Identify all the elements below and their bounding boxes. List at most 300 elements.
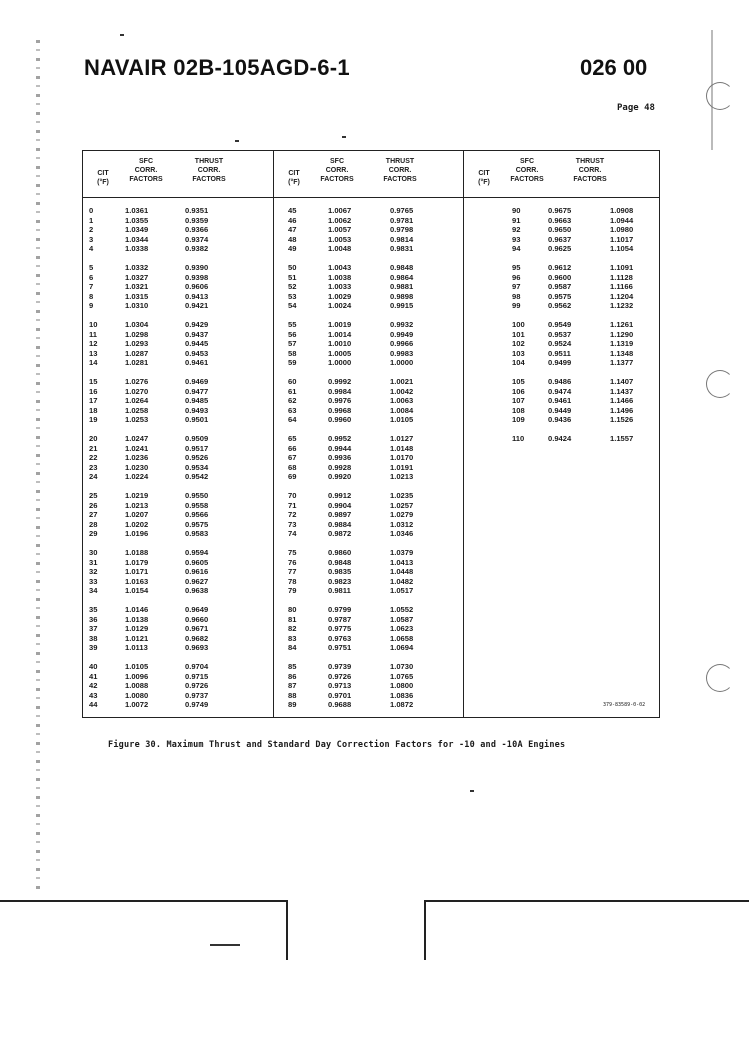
cit-value: 79 bbox=[288, 586, 297, 595]
sfc-value: 0.9872 bbox=[328, 529, 352, 538]
sfc-value: 0.9436 bbox=[548, 415, 572, 424]
header-thrust-corr: THRUST CORR. FACTORS bbox=[192, 158, 226, 183]
thrust-value: 1.0872 bbox=[390, 700, 414, 709]
sfc-value: 1.0171 bbox=[125, 567, 149, 576]
thrust-value: 0.9469 bbox=[185, 377, 209, 386]
thrust-value: 0.9382 bbox=[185, 244, 209, 253]
thrust-value: 1.1017 bbox=[610, 234, 634, 244]
cit-value: 109 bbox=[512, 415, 525, 424]
cit-value: 21 bbox=[89, 443, 98, 453]
cit-value: 46 bbox=[288, 215, 297, 225]
cit-value: 36 bbox=[89, 614, 98, 624]
sfc-value: 0.9650 bbox=[548, 225, 572, 234]
sfc-value: 1.0247 bbox=[125, 434, 149, 443]
sfc-value: 1.0202 bbox=[125, 519, 149, 529]
cit-value: 11 bbox=[89, 329, 98, 339]
cit-value: 72 bbox=[288, 510, 297, 519]
sfc-value: 0.9968 bbox=[328, 405, 352, 415]
sfc-value: 1.0298 bbox=[125, 329, 149, 339]
cit-value: 47 bbox=[288, 225, 297, 234]
cit-value: 19 bbox=[89, 415, 98, 424]
thrust-value: 1.1091 bbox=[610, 263, 634, 272]
thrust-value: 1.1232 bbox=[610, 301, 634, 310]
cit-value: 57 bbox=[288, 339, 297, 348]
sfc-value: 0.9575 bbox=[548, 291, 572, 301]
sfc-value: 1.0355 bbox=[125, 215, 149, 225]
sfc-value: 1.0146 bbox=[125, 605, 149, 614]
thrust-value: 1.1526 bbox=[610, 415, 634, 424]
cit-value: 88 bbox=[288, 690, 297, 700]
table-row bbox=[83, 320, 273, 329]
sfc-value: 1.0287 bbox=[125, 348, 149, 358]
cit-value: 110 bbox=[512, 434, 525, 443]
thrust-value: 0.9726 bbox=[185, 681, 209, 690]
table-row bbox=[464, 206, 659, 215]
cit-value: 41 bbox=[89, 671, 98, 681]
cit-value: 75 bbox=[288, 548, 297, 557]
thrust-value: 0.9605 bbox=[185, 557, 209, 567]
cit-value: 94 bbox=[512, 244, 521, 253]
sfc-value: 1.0163 bbox=[125, 576, 149, 586]
sfc-value: 0.9474 bbox=[548, 386, 572, 396]
table-row bbox=[83, 301, 273, 310]
sfc-value: 0.9811 bbox=[328, 586, 351, 595]
figure-code: 379-83589-0-02 bbox=[603, 702, 646, 708]
document-title: NAVAIR 02B-105AGD-6-1 bbox=[84, 55, 350, 80]
thrust-value: 0.9781 bbox=[390, 215, 414, 225]
thrust-value: 1.1166 bbox=[610, 282, 633, 291]
thrust-value: 1.0765 bbox=[390, 671, 414, 681]
cit-value: 22 bbox=[89, 453, 98, 462]
sfc-value: 0.9884 bbox=[328, 519, 352, 529]
sfc-value: 0.9928 bbox=[328, 462, 352, 472]
sfc-value: 1.0344 bbox=[125, 234, 149, 244]
thrust-value: 0.9566 bbox=[185, 510, 209, 519]
sfc-value: 0.9701 bbox=[328, 690, 352, 700]
sfc-value: 0.9486 bbox=[548, 377, 572, 386]
table-header bbox=[83, 151, 273, 197]
table-row bbox=[83, 282, 273, 291]
cit-value: 17 bbox=[89, 396, 98, 405]
cit-value: 87 bbox=[288, 681, 297, 690]
header-cit: CIT (°F) bbox=[97, 170, 109, 186]
thrust-value: 0.9398 bbox=[185, 272, 209, 282]
thrust-value: 0.9638 bbox=[185, 586, 209, 595]
table-column-block bbox=[83, 151, 273, 717]
thrust-value: 0.9848 bbox=[390, 263, 414, 272]
cit-value: 71 bbox=[288, 500, 297, 510]
table-row bbox=[464, 225, 659, 234]
thrust-value: 0.9526 bbox=[185, 453, 209, 462]
thrust-value: 1.0944 bbox=[610, 215, 634, 225]
thrust-value: 1.0312 bbox=[390, 519, 414, 529]
cit-value: 27 bbox=[89, 510, 98, 519]
sfc-value: 1.0315 bbox=[125, 291, 149, 301]
sfc-value: 0.9537 bbox=[548, 329, 572, 339]
thrust-value: 0.9366 bbox=[185, 225, 209, 234]
cit-value: 107 bbox=[512, 396, 525, 405]
sfc-value: 0.9549 bbox=[548, 320, 572, 329]
thrust-value: 1.0021 bbox=[390, 377, 414, 386]
thrust-value: 1.0235 bbox=[390, 491, 414, 500]
header-sfc-corr: SFC CORR. FACTORS bbox=[320, 158, 354, 183]
cit-value: 8 bbox=[89, 291, 94, 301]
table-row bbox=[274, 529, 464, 538]
table-row bbox=[83, 453, 273, 462]
sfc-value: 1.0105 bbox=[125, 662, 149, 671]
cit-value: 61 bbox=[288, 386, 297, 396]
table-row bbox=[464, 301, 659, 310]
sfc-value: 0.9944 bbox=[328, 443, 352, 453]
cit-value: 55 bbox=[288, 320, 297, 329]
table-row bbox=[274, 615, 464, 624]
cit-value: 5 bbox=[89, 263, 94, 272]
table-row bbox=[274, 510, 464, 519]
sfc-value: 1.0179 bbox=[125, 557, 149, 567]
cit-value: 6 bbox=[89, 272, 94, 282]
table-row bbox=[83, 434, 273, 443]
table-row bbox=[83, 624, 273, 633]
thrust-value: 1.1319 bbox=[610, 339, 634, 348]
table-row bbox=[464, 377, 659, 386]
table-row bbox=[83, 577, 273, 586]
table-row bbox=[274, 225, 464, 234]
sfc-value: 0.9976 bbox=[328, 396, 352, 405]
sfc-value: 0.9688 bbox=[328, 700, 352, 709]
thrust-value: 0.9831 bbox=[390, 244, 414, 253]
thrust-value: 1.0980 bbox=[610, 225, 634, 234]
cit-value: 60 bbox=[288, 377, 297, 386]
scan-speck bbox=[470, 790, 474, 792]
cit-value: 15 bbox=[89, 377, 98, 386]
cit-value: 77 bbox=[288, 567, 297, 576]
table-row bbox=[83, 263, 273, 272]
cit-value: 99 bbox=[512, 301, 521, 310]
cit-value: 59 bbox=[288, 358, 297, 367]
table-row bbox=[274, 558, 464, 567]
thrust-value: 1.0042 bbox=[390, 386, 414, 396]
header-thrust-corr: THRUST CORR. FACTORS bbox=[573, 158, 607, 183]
table-row bbox=[274, 282, 464, 291]
cit-value: 105 bbox=[512, 377, 525, 386]
thrust-value: 0.9798 bbox=[390, 225, 414, 234]
table-row bbox=[274, 292, 464, 301]
thrust-value: 0.9374 bbox=[185, 234, 209, 244]
cit-value: 81 bbox=[288, 614, 297, 624]
thrust-value: 1.1290 bbox=[610, 329, 634, 339]
thrust-value: 1.0084 bbox=[390, 405, 414, 415]
sfc-value: 1.0349 bbox=[125, 225, 149, 234]
sfc-value: 0.9625 bbox=[548, 244, 572, 253]
table-row bbox=[83, 510, 273, 519]
sfc-value: 0.9992 bbox=[328, 377, 352, 386]
table-row bbox=[83, 235, 273, 244]
sfc-value: 0.9912 bbox=[328, 491, 352, 500]
cit-value: 0 bbox=[89, 206, 94, 215]
sfc-value: 0.9823 bbox=[328, 576, 352, 586]
cit-value: 68 bbox=[288, 462, 297, 472]
punch-hole-middle bbox=[706, 370, 734, 398]
cit-value: 20 bbox=[89, 434, 98, 443]
thrust-value: 1.0257 bbox=[390, 500, 414, 510]
table-row bbox=[464, 358, 659, 367]
table-row bbox=[83, 529, 273, 538]
cit-value: 98 bbox=[512, 291, 521, 301]
thrust-value: 1.1204 bbox=[610, 291, 634, 301]
thrust-value: 0.9682 bbox=[185, 633, 209, 643]
sfc-value: 1.0062 bbox=[328, 215, 352, 225]
sfc-value: 1.0010 bbox=[328, 339, 352, 348]
thrust-value: 0.9715 bbox=[185, 671, 209, 681]
table-row bbox=[464, 330, 659, 339]
sfc-value: 1.0264 bbox=[125, 396, 149, 405]
sfc-value: 1.0338 bbox=[125, 244, 149, 253]
thrust-value: 1.1261 bbox=[610, 320, 634, 329]
thrust-value: 1.0552 bbox=[390, 605, 414, 614]
cit-value: 85 bbox=[288, 662, 297, 671]
table-row bbox=[83, 415, 273, 424]
sfc-value: 0.9726 bbox=[328, 671, 352, 681]
table-row bbox=[274, 643, 464, 652]
table-row bbox=[274, 662, 464, 671]
sfc-value: 1.0321 bbox=[125, 282, 149, 291]
sfc-value: 1.0080 bbox=[125, 690, 149, 700]
punch-hole-lower bbox=[706, 664, 734, 692]
table-row bbox=[464, 273, 659, 282]
thrust-value: 0.9575 bbox=[185, 519, 209, 529]
thrust-value: 0.9749 bbox=[185, 700, 209, 709]
thrust-value: 0.9949 bbox=[390, 329, 414, 339]
cit-value: 32 bbox=[89, 567, 98, 576]
thrust-value: 0.9693 bbox=[185, 643, 209, 652]
sfc-value: 1.0121 bbox=[125, 633, 149, 643]
table-row bbox=[464, 434, 659, 443]
cit-value: 65 bbox=[288, 434, 297, 443]
table-row bbox=[464, 387, 659, 396]
thrust-value: 1.1557 bbox=[610, 434, 634, 443]
bottom-rule-left bbox=[0, 900, 288, 902]
table-row bbox=[83, 396, 273, 405]
thrust-value: 1.0836 bbox=[390, 690, 414, 700]
sfc-value: 1.0332 bbox=[125, 263, 149, 272]
thrust-value: 0.9983 bbox=[390, 348, 414, 358]
cit-value: 70 bbox=[288, 491, 297, 500]
thrust-value: 0.9814 bbox=[390, 234, 414, 244]
bottom-tab-left bbox=[286, 900, 288, 960]
cit-value: 66 bbox=[288, 443, 297, 453]
table-row bbox=[464, 320, 659, 329]
cit-value: 93 bbox=[512, 234, 521, 244]
sfc-value: 1.0276 bbox=[125, 377, 149, 386]
thrust-value: 1.1407 bbox=[610, 377, 634, 386]
sfc-value: 0.9713 bbox=[328, 681, 352, 690]
page-number: Page 48 bbox=[617, 103, 655, 113]
scan-edge-left bbox=[36, 40, 40, 890]
cit-value: 86 bbox=[288, 671, 297, 681]
cit-value: 16 bbox=[89, 386, 98, 396]
table-row bbox=[83, 643, 273, 652]
cit-value: 10 bbox=[89, 320, 98, 329]
cit-value: 97 bbox=[512, 282, 521, 291]
sfc-value: 0.9751 bbox=[328, 643, 352, 652]
thrust-value: 0.9437 bbox=[185, 329, 209, 339]
cit-value: 35 bbox=[89, 605, 98, 614]
cit-value: 52 bbox=[288, 282, 297, 291]
table-row bbox=[83, 339, 273, 348]
sfc-value: 0.9787 bbox=[328, 614, 352, 624]
sfc-value: 1.0219 bbox=[125, 491, 149, 500]
table-row bbox=[274, 396, 464, 405]
sfc-value: 1.0072 bbox=[125, 700, 149, 709]
sfc-value: 1.0258 bbox=[125, 405, 149, 415]
table-row bbox=[83, 273, 273, 282]
table-row bbox=[274, 339, 464, 348]
cit-value: 67 bbox=[288, 453, 297, 462]
cit-value: 48 bbox=[288, 234, 297, 244]
table-row bbox=[274, 453, 464, 462]
cit-value: 7 bbox=[89, 282, 94, 291]
table-row bbox=[274, 358, 464, 367]
cit-value: 4 bbox=[89, 244, 94, 253]
thrust-value: 1.0413 bbox=[390, 557, 414, 567]
thrust-value: 1.0105 bbox=[390, 415, 414, 424]
thrust-value: 0.9493 bbox=[185, 405, 209, 415]
table-row bbox=[274, 434, 464, 443]
thrust-value: 1.0379 bbox=[390, 548, 414, 557]
table-row bbox=[274, 577, 464, 586]
table-column-block bbox=[463, 151, 659, 717]
sfc-value: 1.0230 bbox=[125, 462, 149, 472]
cit-value: 73 bbox=[288, 519, 297, 529]
thrust-value: 0.9649 bbox=[185, 605, 209, 614]
thrust-value: 0.9550 bbox=[185, 491, 209, 500]
thrust-value: 0.9606 bbox=[185, 282, 209, 291]
sfc-value: 1.0188 bbox=[125, 548, 149, 557]
thrust-value: 0.9359 bbox=[185, 215, 209, 225]
sfc-value: 0.9675 bbox=[548, 206, 572, 215]
sfc-value: 1.0213 bbox=[125, 500, 149, 510]
section-number: 026 00 bbox=[580, 55, 648, 80]
cit-value: 108 bbox=[512, 405, 525, 415]
cit-value: 25 bbox=[89, 491, 98, 500]
table-row bbox=[83, 548, 273, 557]
scan-speck bbox=[235, 140, 239, 142]
sfc-value: 1.0207 bbox=[125, 510, 149, 519]
table-row bbox=[274, 501, 464, 510]
table-row bbox=[83, 406, 273, 415]
cit-value: 91 bbox=[512, 215, 521, 225]
cit-value: 96 bbox=[512, 272, 521, 282]
table-header bbox=[464, 151, 659, 197]
table-row bbox=[83, 377, 273, 386]
sfc-value: 1.0241 bbox=[125, 443, 149, 453]
thrust-value: 0.9390 bbox=[185, 263, 209, 272]
thrust-value: 0.9477 bbox=[185, 386, 209, 396]
thrust-value: 0.9429 bbox=[185, 320, 209, 329]
table-row bbox=[83, 662, 273, 671]
cit-value: 101 bbox=[512, 329, 525, 339]
table-row bbox=[274, 273, 464, 282]
thrust-value: 0.9704 bbox=[185, 662, 209, 671]
sfc-value: 1.0024 bbox=[328, 301, 352, 310]
table-row bbox=[464, 216, 659, 225]
thrust-value: 1.0482 bbox=[390, 576, 414, 586]
cit-value: 38 bbox=[89, 633, 98, 643]
cit-value: 42 bbox=[89, 681, 98, 690]
cit-value: 31 bbox=[89, 557, 98, 567]
thrust-value: 1.0587 bbox=[390, 614, 414, 624]
sfc-value: 0.9637 bbox=[548, 234, 572, 244]
table-row bbox=[274, 320, 464, 329]
thrust-value: 1.0000 bbox=[390, 358, 414, 367]
sfc-value: 0.9984 bbox=[328, 386, 352, 396]
thrust-value: 1.1496 bbox=[610, 405, 634, 415]
table-row bbox=[83, 681, 273, 690]
cit-value: 100 bbox=[512, 320, 525, 329]
table-row bbox=[274, 700, 464, 709]
table-row bbox=[274, 406, 464, 415]
cit-value: 9 bbox=[89, 301, 94, 310]
thrust-value: 0.9445 bbox=[185, 339, 209, 348]
sfc-value: 1.0029 bbox=[328, 291, 352, 301]
table-row bbox=[83, 700, 273, 709]
sfc-value: 1.0096 bbox=[125, 671, 149, 681]
table-row bbox=[464, 292, 659, 301]
thrust-value: 0.9915 bbox=[390, 301, 414, 310]
table-row bbox=[83, 358, 273, 367]
table-row bbox=[83, 349, 273, 358]
sfc-value: 1.0014 bbox=[328, 329, 352, 339]
table-row bbox=[274, 263, 464, 272]
scan-speck bbox=[342, 136, 346, 138]
table-row bbox=[83, 567, 273, 576]
thrust-value: 1.0448 bbox=[390, 567, 414, 576]
thrust-value: 0.9765 bbox=[390, 206, 414, 215]
header-rule bbox=[274, 197, 464, 198]
thrust-value: 0.9627 bbox=[185, 576, 209, 586]
sfc-value: 1.0196 bbox=[125, 529, 149, 538]
thrust-value: 0.9660 bbox=[185, 614, 209, 624]
thrust-value: 0.9485 bbox=[185, 396, 209, 405]
thrust-value: 1.1128 bbox=[610, 272, 633, 282]
cit-value: 34 bbox=[89, 586, 98, 595]
cit-value: 33 bbox=[89, 576, 98, 586]
thrust-value: 1.1437 bbox=[610, 386, 634, 396]
table-row bbox=[274, 672, 464, 681]
sfc-value: 0.9952 bbox=[328, 434, 352, 443]
header-cit: CIT (°F) bbox=[288, 170, 300, 186]
table-row bbox=[274, 244, 464, 253]
table-row bbox=[274, 634, 464, 643]
thrust-value: 0.9517 bbox=[185, 443, 209, 453]
sfc-value: 1.0253 bbox=[125, 415, 149, 424]
table-row bbox=[274, 216, 464, 225]
thrust-value: 0.9501 bbox=[185, 415, 209, 424]
sfc-value: 1.0088 bbox=[125, 681, 149, 690]
sfc-value: 0.9600 bbox=[548, 272, 572, 282]
cit-value: 103 bbox=[512, 348, 525, 358]
cit-value: 28 bbox=[89, 519, 98, 529]
cit-value: 84 bbox=[288, 643, 297, 652]
table-row bbox=[274, 444, 464, 453]
thrust-value: 1.0908 bbox=[610, 206, 634, 215]
figure-caption: Figure 30. Maximum Thrust and Standard Day Correction Factors for -10 and -10A Engines bbox=[108, 740, 566, 750]
thrust-value: 0.9932 bbox=[390, 320, 414, 329]
sfc-value: 0.9663 bbox=[548, 215, 572, 225]
table-row bbox=[274, 206, 464, 215]
scan-speck bbox=[210, 944, 240, 946]
thrust-value: 1.0730 bbox=[390, 662, 414, 671]
